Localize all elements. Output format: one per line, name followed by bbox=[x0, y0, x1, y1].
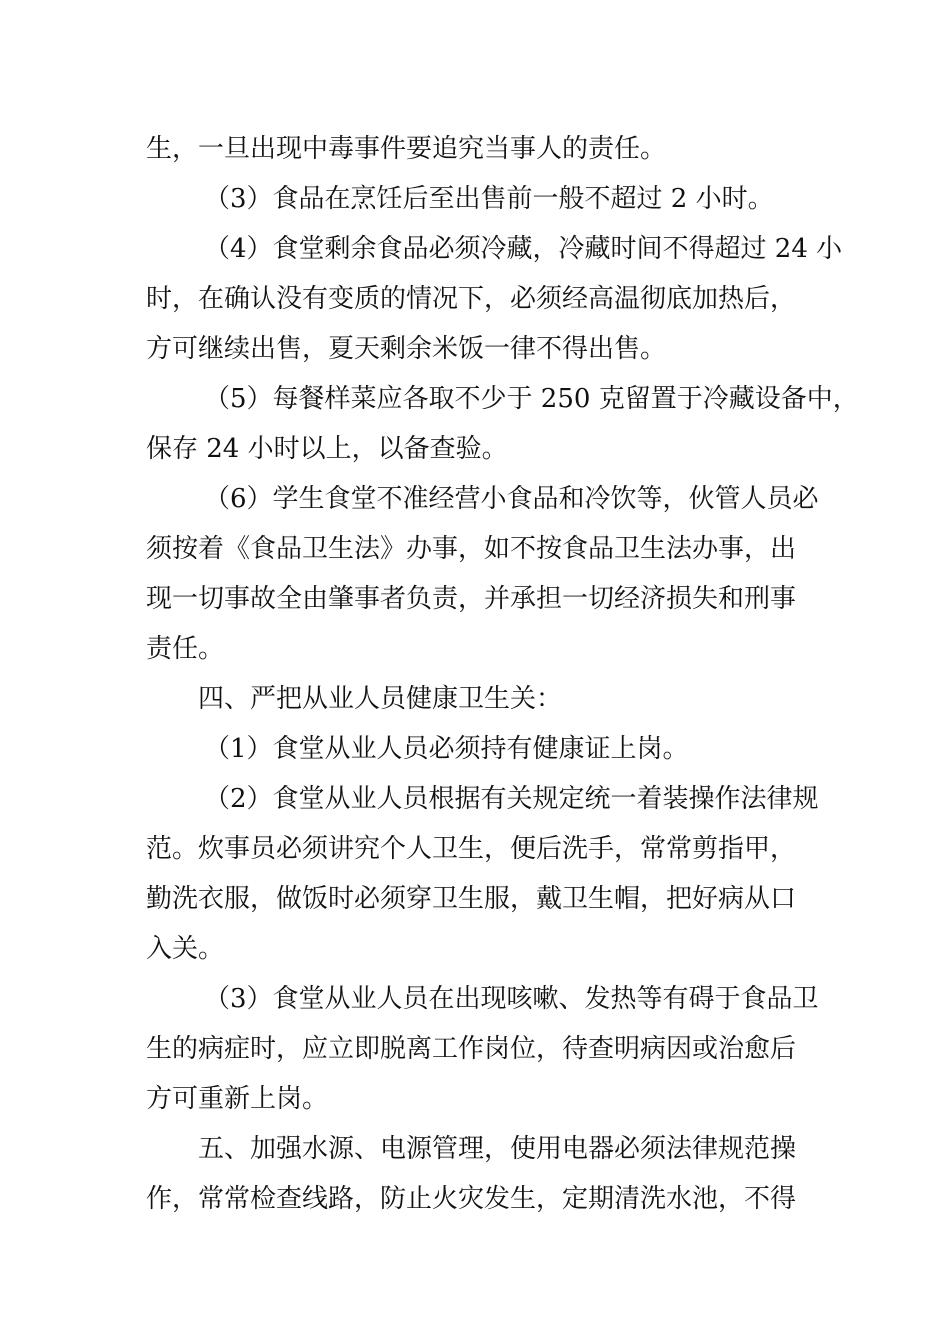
section-heading: 四、严把从业人员健康卫生关： bbox=[198, 684, 563, 714]
text-line: （2）食堂从业人员根据有关规定统一着装操作法律规 bbox=[204, 784, 819, 814]
text-line: 责任。 bbox=[146, 634, 225, 664]
text-line: （5）每餐样菜应各取不少于 250 克留置于冷藏设备中， bbox=[204, 384, 859, 414]
text-line: 生的病症时，应立即脱离工作岗位，待查明病因或治愈后 bbox=[146, 1034, 797, 1064]
text-line: （6）学生食堂不准经营小食品和冷饮等，伙管人员必 bbox=[204, 484, 819, 514]
text-line: 范。炊事员必须讲究个人卫生，便后洗手，常常剪指甲， bbox=[146, 834, 797, 864]
text-line: 保存 24 小时以上，以备查验。 bbox=[146, 434, 508, 464]
text-line: （3）食品在烹饪后至出售前一般不超过 2 小时。 bbox=[204, 184, 774, 214]
text-line: 现一切事故全由肇事者负责，并承担一切经济损失和刑事 bbox=[146, 584, 797, 614]
text-line: 作，常常检查线路，防止火灾发生，定期清洗水池，不得 bbox=[146, 1184, 797, 1214]
text-line: （1）食堂从业人员必须持有健康证上岗。 bbox=[204, 734, 689, 764]
section-heading: 五、加强水源、电源管理，使用电器必须法律规范操 bbox=[198, 1134, 797, 1164]
text-line: 时，在确认没有变质的情况下，必须经高温彻底加热后， bbox=[146, 284, 797, 314]
text-line: 方可继续出售，夏天剩余米饭一律不得出售。 bbox=[146, 334, 667, 364]
text-line: 生，一旦出现中毒事件要追究当事人的责任。 bbox=[146, 134, 667, 164]
text-line: 入关。 bbox=[146, 934, 225, 964]
text-line: （3）食堂从业人员在出现咳嗽、发热等有碍于食品卫 bbox=[204, 984, 819, 1014]
text-line: 勤洗衣服，做饭时必须穿卫生服，戴卫生帽，把好病从口 bbox=[146, 884, 797, 914]
text-line: 须按着《食品卫生法》办事，如不按食品卫生法办事，出 bbox=[146, 534, 797, 564]
text-line: （4）食堂剩余食品必须冷藏，冷藏时间不得超过 24 小 bbox=[204, 234, 843, 264]
text-line: 方可重新上岗。 bbox=[146, 1084, 329, 1114]
document-body bbox=[146, 124, 859, 1224]
